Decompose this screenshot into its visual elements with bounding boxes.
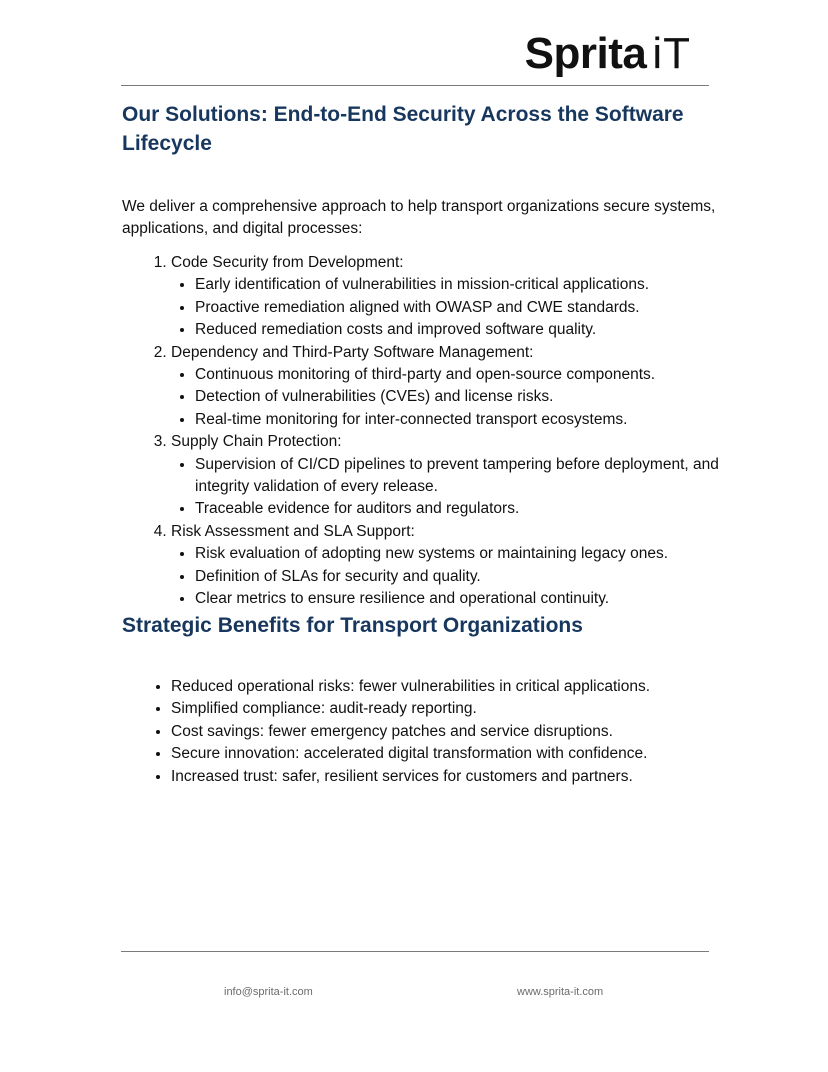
bullet-item: • Real-time monitoring for inter-connected transport ecosystems.: [195, 409, 722, 431]
solution-bullets: [171, 454, 722, 521]
footer-website[interactable]: www.sprita-it.com: [517, 986, 604, 998]
bullet-item: • Early identification of vulnerabilities in mission-critical applications.: [195, 274, 722, 296]
solution-label: Risk Assessment and SLA Support:: [171, 522, 415, 540]
solutions-list: [122, 252, 722, 611]
logo-suffix: iT: [652, 29, 691, 78]
sprita-it-logo: [525, 30, 691, 78]
solution-item: [171, 252, 722, 342]
benefit-item: • Increased trust: safer, resilient services for customers and partners.: [171, 766, 722, 789]
benefit-item: • Cost savings: fewer emergency patches and service disruptions.: [171, 721, 722, 744]
solution-bullets: [171, 274, 722, 341]
benefit-item: • Reduced operational risks: fewer vulnerabilities in critical applications.: [171, 676, 722, 699]
bullet-item: • Detection of vulnerabilities (CVEs) and license risks.: [195, 386, 722, 408]
solution-item: [171, 431, 722, 521]
bullet-item: • Reduced remediation costs and improved software quality.: [195, 319, 722, 341]
benefit-item: • Simplified compliance: audit-ready reporting.: [171, 698, 722, 721]
bullet-item: • Supervision of CI/CD pipelines to prevent tampering before deployment, and integrity validation of every release.: [195, 454, 722, 499]
bullet-item: • Traceable evidence for auditors and regulators.: [195, 498, 722, 520]
header-divider: [121, 85, 709, 86]
bullet-item: • Continuous monitoring of third-party and open-source components.: [195, 364, 722, 386]
footer-divider: [121, 951, 709, 952]
solution-label: Dependency and Third-Party Software Management:: [171, 343, 534, 361]
benefits-title: Strategic Benefits for Transport Organizations: [122, 613, 583, 637]
benefit-item: • Secure innovation: accelerated digital transformation with confidence.: [171, 743, 722, 766]
solutions-title: Our Solutions: End-to-End Security Across the Software Lifecycle: [122, 103, 684, 155]
bullet-item: • Risk evaluation of adopting new systems or maintaining legacy ones.: [195, 543, 722, 565]
solutions-intro: We deliver a comprehensive approach to help transport organizations secure systems, applications, and digital processes:: [122, 198, 716, 237]
footer-email[interactable]: info@sprita-it.com: [224, 986, 313, 998]
benefits-list: [122, 676, 722, 789]
solution-bullets: [171, 364, 722, 431]
solution-item: [171, 521, 722, 611]
solution-label: Code Security from Development:: [171, 254, 404, 271]
page-content: [122, 100, 722, 788]
bullet-item: • Proactive remediation aligned with OWASP and CWE standards.: [195, 297, 722, 319]
logo-text: Sprita: [524, 29, 647, 78]
solution-label: Supply Chain Protection:: [171, 433, 342, 451]
bullet-item: • Clear metrics to ensure resilience and operational continuity.: [195, 588, 722, 610]
bullet-item: • Definition of SLAs for security and quality.: [195, 566, 722, 588]
solution-bullets: [171, 543, 722, 610]
solution-item: [171, 342, 722, 432]
